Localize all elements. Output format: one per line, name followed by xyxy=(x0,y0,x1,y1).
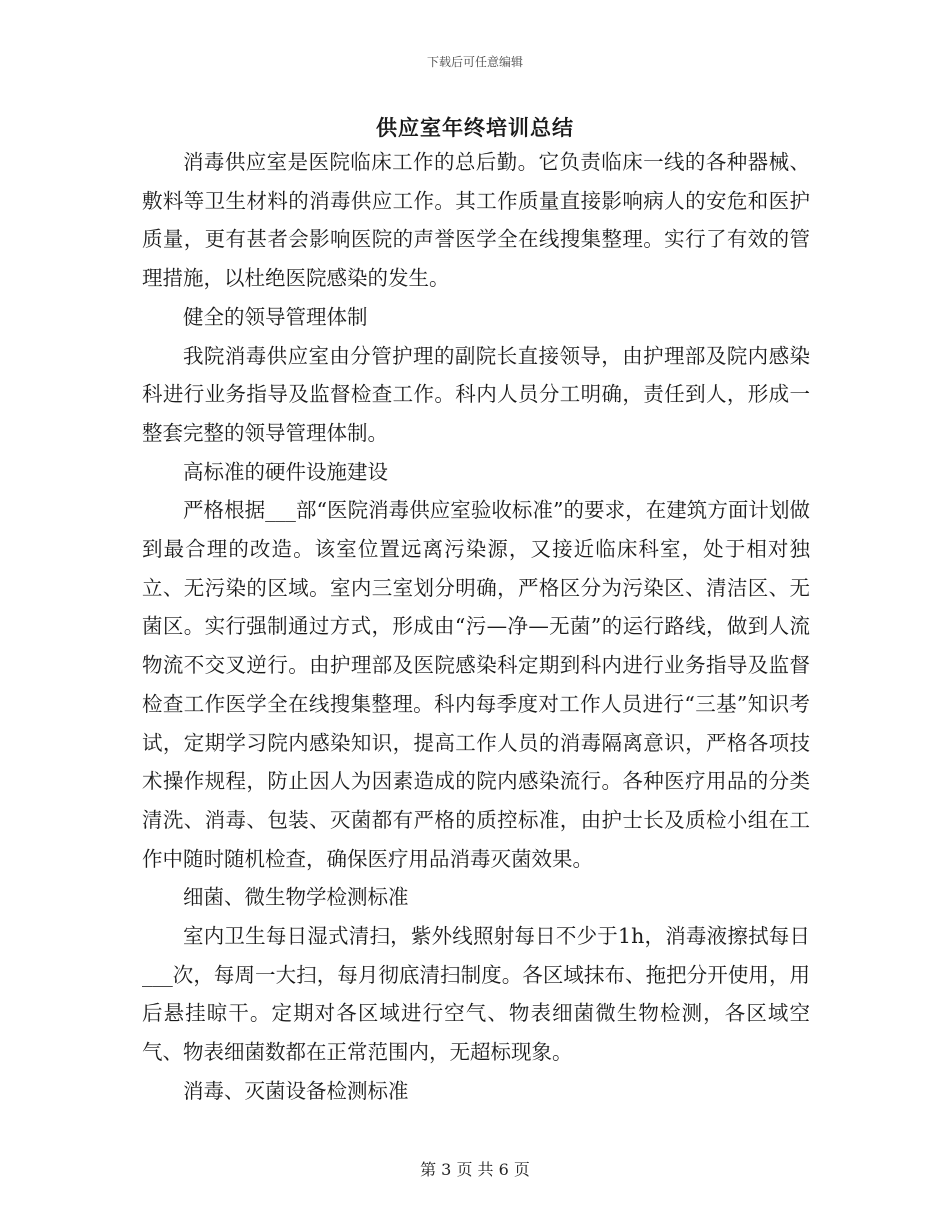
section-heading-microbiology: 细菌、微生物学检测标准 xyxy=(183,885,409,910)
section-heading-leadership: 健全的领导管理体制 xyxy=(183,304,368,329)
facilities-paragraph: 严格根据___部“医院消毒供应室验收标准”的要求，在建筑方面计划做到最合理的改造。该室位置远离污染源，又接近临床科室，处于相对独立、无污染的区域。室内三室划分明确，严格区分为污染区、清洁区、无菌区。实行强制通过方式，形成由“污—净—无菌”的运行路线，做到人流物流不交叉逆行。由护理部及医院感染科定期到科内进行业务指导及监督检查工作医学全在线搜集整理。科内每季度对工作人员进行“三基”知识考试，定期学习院内感染知识，提高工作人员的消毒隔离意识，严格各项技术操作规程，防止因人为因素造成的院内感染流行。各种医疗用品的分类清洗、消毒、包装、灭菌都有严格的质控标准，由护士长及质检小组在工作中随时随机检查，确保医疗用品消毒灭菌效果。 xyxy=(142,498,810,871)
section-heading-facilities: 高标准的硬件设施建设 xyxy=(183,459,388,484)
document-body xyxy=(142,143,810,1111)
document-title: 供应室年终培训总结 xyxy=(376,116,574,140)
page-header-note: 下载后可任意编辑 xyxy=(426,55,523,69)
microbiology-paragraph: 室内卫生每日湿式清扫，紫外线照射每日不少于1h，消毒液擦拭每日___次，每周一大扫，每月彻底清扫制度。各区域抹布、拖把分开使用，用后悬挂晾干。定期对各区域进行空气、物表细菌微生物检测，各区域空气、物表细菌数都在正常范围内，无超标现象。 xyxy=(142,924,810,1065)
leadership-paragraph: 我院消毒供应室由分管护理的副院长直接领导，由护理部及院内感染科进行业务指导及监督检查工作。科内人员分工明确，责任到人，形成一整套完整的领导管理体制。 xyxy=(142,343,810,445)
intro-paragraph: 消毒供应室是医院临床工作的总后勤。它负责临床一线的各种器械、敷料等卫生材料的消毒供应工作。其工作质量直接影响病人的安危和医护质量，更有甚者会影响医院的声誉医学全在线搜集整理。实行了有效的管理措施，以杜绝医院感染的发生。 xyxy=(142,150,810,291)
section-heading-equipment: 消毒、灭菌设备检测标准 xyxy=(183,1078,409,1103)
page-number-footer: 第 3 页 共 6 页 xyxy=(420,1160,530,1179)
